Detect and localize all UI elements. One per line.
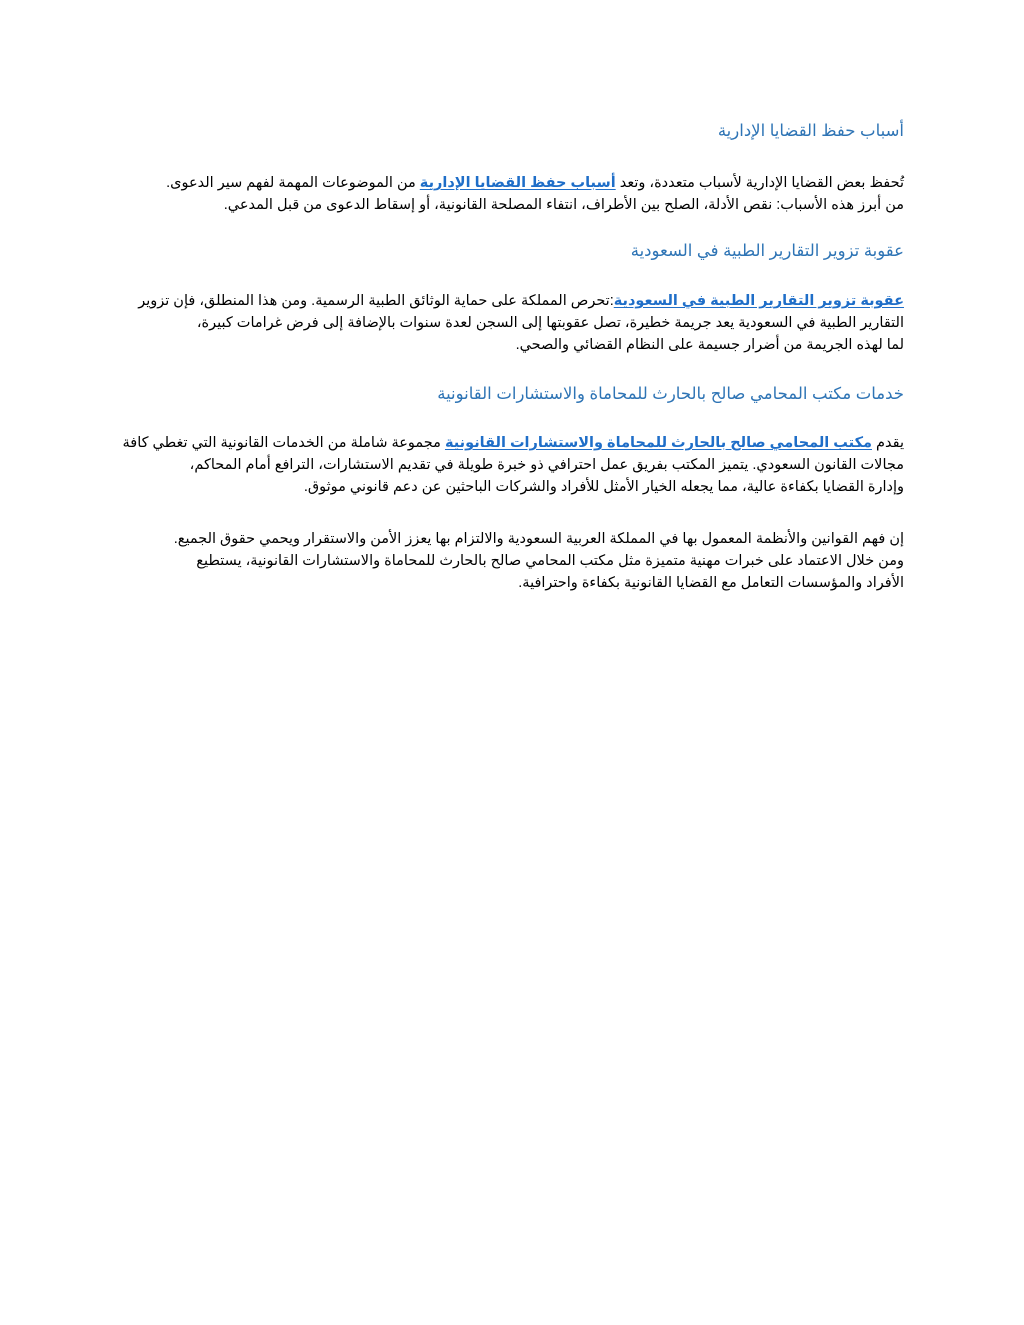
paragraph-case-dismissal (166, 172, 904, 216)
paragraph-line: لما لهذه الجريمة من أضرار جسيمة على النظام القضائي والصحي. (515, 337, 904, 353)
text-run: يقدم (872, 435, 904, 451)
section-heading-law-office-services: خدمات مكتب المحامي صالح بالحارث للمحاماة والاستشارات القانونية (437, 385, 904, 403)
link-case-dismissal-reasons[interactable]: أسباب حفظ القضايا الإدارية (419, 175, 616, 191)
paragraph-line: وإدارة القضايا بكفاءة عالية، مما يجعله الخيار الأمثل للأفراد والشركات الباحثين عن دعم قانوني موثوق. (303, 479, 904, 495)
link-medical-forgery-penalty[interactable]: عقوبة تزوير التقارير الطبية في السعودية (613, 293, 904, 309)
paragraph-line (122, 432, 904, 454)
paragraph-line: إن فهم القوانين والأنظمة المعمول بها في المملكة العربية السعودية والالتزام بها يعزز الأمن والاستقرار ويحمي حقوق الجميع. (173, 531, 904, 547)
paragraph-line: من أبرز هذه الأسباب: نقص الأدلة، الصلح بين الأطراف، انتفاء المصلحة القانونية، أو إسقاط الدعوى من قبل المدعي. (223, 197, 904, 213)
link-law-office[interactable]: مكتب المحامي صالح بالحارث للمحاماة والاستشارات القانونية (444, 435, 872, 451)
text-run: تُحفظ بعض القضايا الإدارية لأسباب متعددة، وتعد (615, 175, 904, 191)
paragraph-law-office-services (122, 432, 904, 498)
paragraph-line (138, 290, 904, 312)
text-run: مجموعة شاملة من الخدمات القانونية التي تغطي كافة (122, 435, 445, 451)
section-heading-case-dismissal: أسباب حفظ القضايا الإدارية (717, 122, 904, 140)
paragraph-line: مجالات القانون السعودي. يتميز المكتب بفريق عمل احترافي ذو خبرة طويلة في تقديم الاستشارات، الترافع أمام المحاكم، (189, 457, 904, 473)
paragraph-line: الأفراد والمؤسسات التعامل مع القضايا القانونية بكفاءة واحترافية. (518, 575, 904, 591)
text-run: من الموضوعات المهمة لفهم سير الدعوى. (166, 175, 420, 191)
text-run: :تحرص المملكة على حماية الوثائق الطبية الرسمية. ومن هذا المنطلق، فإن تزوير (138, 293, 614, 309)
paragraph-line: التقارير الطبية في السعودية يعد جريمة خطيرة، تصل عقوبتها إلى السجن لعدة سنوات بالإضافة إلى فرض غرامات كبيرة، (196, 315, 904, 331)
paragraph-line (166, 172, 904, 194)
section-heading-medical-forgery: عقوبة تزوير التقارير الطبية في السعودية (630, 242, 904, 260)
paragraph-medical-forgery (138, 290, 904, 356)
paragraph-line: ومن خلال الاعتماد على خبرات مهنية متميزة مثل مكتب المحامي صالح بالحارث للمحاماة والاستشارات القانونية، يستطيع (196, 553, 904, 569)
paragraph-conclusion (174, 528, 904, 594)
